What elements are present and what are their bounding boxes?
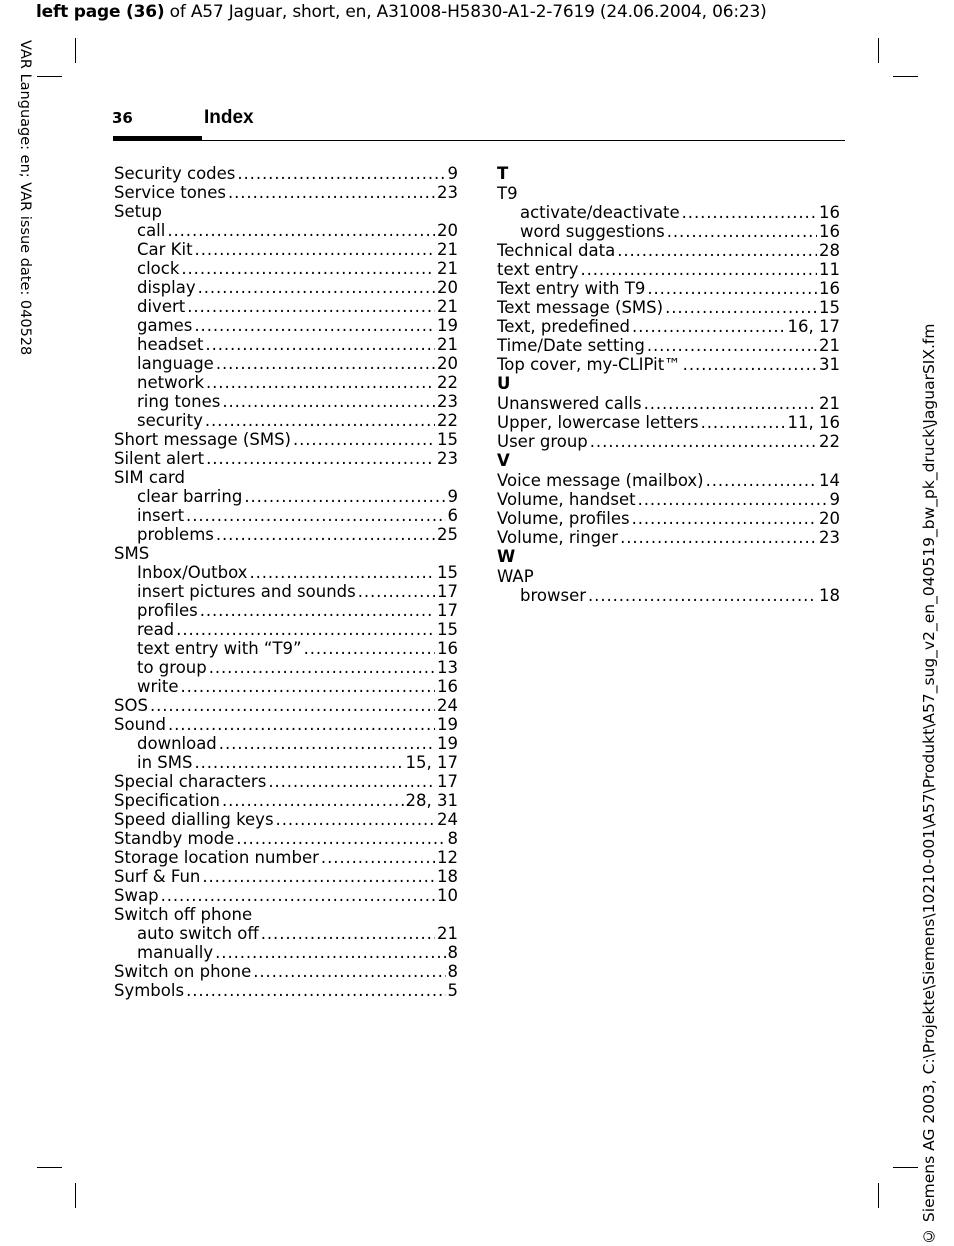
index-entry-term: read <box>137 620 175 639</box>
index-heading: Setup <box>114 202 163 221</box>
index-dot-leader <box>706 471 817 490</box>
index-entry <box>497 432 840 451</box>
index-section-letter: V <box>497 451 510 470</box>
index-page-ref: 15 <box>437 563 458 582</box>
index-page-ref: 18 <box>437 867 458 886</box>
index-page-ref: 10 <box>437 886 458 905</box>
index-subentry <box>114 525 458 544</box>
index-subentry <box>497 222 840 241</box>
index-page-ref: 24 <box>437 696 458 715</box>
index-page-ref: 18 <box>819 586 840 605</box>
index-subentry <box>114 316 458 335</box>
index-section-letter: T <box>497 164 509 183</box>
index-heading: Switch off phone <box>114 905 253 924</box>
index-dot-leader <box>167 221 435 240</box>
index-dot-leader <box>701 413 786 432</box>
index-page-ref: 5 <box>447 981 458 1000</box>
index-entry <box>114 829 458 848</box>
index-page-ref: 20 <box>437 354 458 373</box>
page-number: 36 <box>112 109 133 127</box>
index-dot-leader <box>244 487 445 506</box>
index-subentry <box>114 392 458 411</box>
index-dot-leader <box>261 924 435 943</box>
index-subentry <box>114 943 458 962</box>
index-dot-leader <box>683 355 817 374</box>
index-entry-term: divert <box>137 297 186 316</box>
index-entry <box>497 241 840 260</box>
index-subentry <box>114 487 458 506</box>
index-page-ref: 16 <box>819 203 840 222</box>
index-subentry <box>497 203 840 222</box>
index-entry-term: Time/Date setting <box>497 336 645 355</box>
index-subentry <box>114 335 458 354</box>
index-dot-leader <box>187 297 435 316</box>
index-entry-term: clear barring <box>137 487 243 506</box>
index-subentry <box>114 734 458 753</box>
index-entry-term: Service tones <box>114 183 226 202</box>
index-dot-leader <box>205 335 435 354</box>
index-entry-term: Security codes <box>114 164 236 183</box>
index-subentry <box>114 924 458 943</box>
index-entry <box>497 279 840 298</box>
index-page-ref: 8 <box>447 962 458 981</box>
index-dot-leader <box>647 336 817 355</box>
index-entry-term: auto switch off <box>137 924 259 943</box>
index-dot-leader <box>632 317 786 336</box>
index-page-ref: 28 <box>819 241 840 260</box>
index-page-ref: 16, 17 <box>787 317 840 336</box>
index-page-ref: 19 <box>437 734 458 753</box>
index-page-ref: 16 <box>819 222 840 241</box>
index-entry-term: Special characters <box>114 772 267 791</box>
index-page-ref: 22 <box>437 411 458 430</box>
index-page-ref: 20 <box>437 221 458 240</box>
index-entry-term: Swap <box>114 886 159 905</box>
index-entry-term: Inbox/Outbox <box>137 563 248 582</box>
index-entry-term: Voice message (mailbox) <box>497 471 704 490</box>
index-entry <box>497 490 840 509</box>
index-dot-leader <box>205 411 435 430</box>
index-entry <box>114 962 458 981</box>
index-entry-term: problems <box>137 525 214 544</box>
index-dot-leader <box>161 886 435 905</box>
index-entry-term: profiles <box>137 601 198 620</box>
index-entry-term: games <box>137 316 193 335</box>
index-entry-term: Text entry with T9 <box>497 279 646 298</box>
index-entry-term: display <box>137 278 196 297</box>
index-entry-term: word suggestions <box>520 222 665 241</box>
index-dot-leader <box>180 677 435 696</box>
index-entry <box>497 260 840 279</box>
index-dot-leader <box>617 241 817 260</box>
index-entry <box>114 715 458 734</box>
index-entry <box>114 848 458 867</box>
index-page-ref: 21 <box>437 924 458 943</box>
index-entry-term: security <box>137 411 203 430</box>
index-page-ref: 16 <box>437 639 458 658</box>
index-subentry <box>114 297 458 316</box>
index-subentry <box>114 658 458 677</box>
index-entry-term: Top cover, my-CLIPit™ <box>497 355 681 374</box>
index-entry <box>497 298 840 317</box>
index-entry-term: Upper, lowercase letters <box>497 413 699 432</box>
index-entry-term: text entry with “T9” <box>137 639 302 658</box>
index-section-letter: W <box>497 547 516 566</box>
index-entry-term: write <box>137 677 179 696</box>
index-dot-leader <box>647 279 817 298</box>
index-page-ref: 23 <box>437 449 458 468</box>
index-entry-term: Volume, ringer <box>497 528 619 547</box>
index-dot-leader <box>665 298 817 317</box>
index-entry-term: ring tones <box>137 392 221 411</box>
index-entry-term: in SMS <box>137 753 193 772</box>
index-dot-leader <box>293 430 435 449</box>
index-dot-leader <box>194 753 403 772</box>
index-column-right <box>497 164 840 605</box>
crop-mark <box>878 38 879 63</box>
index-page-ref: 19 <box>437 715 458 734</box>
index-entry-term: text entry <box>497 260 579 279</box>
index-dot-leader <box>632 509 817 528</box>
index-entry-term: to group <box>137 658 207 677</box>
index-page-ref: 16 <box>819 279 840 298</box>
index-entry <box>114 183 458 202</box>
index-entry <box>497 317 840 336</box>
index-dot-leader <box>588 586 817 605</box>
index-dot-leader <box>253 962 445 981</box>
index-entry-term: Volume, handset <box>497 490 636 509</box>
index-entry <box>114 886 458 905</box>
index-page-ref: 11, 16 <box>787 413 840 432</box>
index-subentry <box>114 601 458 620</box>
index-subentry <box>114 677 458 696</box>
index-entry-term: Short message (SMS) <box>114 430 291 449</box>
index-entry-term: network <box>137 373 205 392</box>
index-page-ref: 12 <box>437 848 458 867</box>
index-subentry <box>114 240 458 259</box>
side-margin-left-text: VAR Language: en; VAR issue date: 040528 <box>17 40 33 356</box>
crop-mark <box>37 1167 62 1168</box>
crop-mark <box>893 76 918 77</box>
index-page-ref: 23 <box>437 183 458 202</box>
index-entry <box>497 471 840 490</box>
index-entry <box>114 981 458 1000</box>
index-page-ref: 8 <box>447 943 458 962</box>
index-entry-term: Specification <box>114 791 220 810</box>
index-section-letter: U <box>497 374 511 393</box>
running-header-bold: left page (36) <box>36 2 165 22</box>
index-page-ref: 6 <box>447 506 458 525</box>
index-entry <box>497 355 840 374</box>
index-page-ref: 28, 31 <box>405 791 458 810</box>
index-page-ref: 19 <box>437 316 458 335</box>
index-entry-term: Text message (SMS) <box>497 298 664 317</box>
crop-mark <box>893 1167 918 1168</box>
index-page-ref: 20 <box>819 509 840 528</box>
index-page-ref: 21 <box>437 297 458 316</box>
index-page-ref: 21 <box>437 259 458 278</box>
index-entry-term: download <box>137 734 217 753</box>
index-page-ref: 23 <box>437 392 458 411</box>
index-dot-leader <box>206 449 435 468</box>
index-page-ref: 31 <box>819 355 840 374</box>
index-subentry <box>114 563 458 582</box>
index-subentry <box>114 278 458 297</box>
index-dot-leader <box>304 639 435 658</box>
index-dot-leader <box>228 183 435 202</box>
index-entry <box>497 413 840 432</box>
index-dot-leader <box>590 432 817 451</box>
header-rule-thin <box>113 140 845 141</box>
running-header-rest: of A57 Jaguar, short, en, A31008-H5830-A1-2-7619 (24.06.2004, 06:23) <box>164 2 767 22</box>
index-dot-leader <box>682 203 817 222</box>
index-entry-term: call <box>137 221 166 240</box>
index-subentry <box>114 373 458 392</box>
index-dot-leader <box>176 620 435 639</box>
index-entry-term: language <box>137 354 214 373</box>
index-entry-term: Volume, profiles <box>497 509 630 528</box>
index-dot-leader <box>198 278 435 297</box>
index-entry-term: insert <box>137 506 185 525</box>
index-subentry <box>114 582 458 601</box>
index-page-ref: 23 <box>819 528 840 547</box>
index-page-ref: 15 <box>819 298 840 317</box>
index-page-ref: 22 <box>819 432 840 451</box>
index-dot-leader <box>276 810 435 829</box>
index-entry-term: Technical data <box>497 241 616 260</box>
page-title: Index <box>204 107 254 128</box>
index-entry <box>114 867 458 886</box>
index-entry-term: manually <box>137 943 214 962</box>
index-page-ref: 11 <box>819 260 840 279</box>
index-dot-leader <box>150 696 435 715</box>
index-page-ref: 24 <box>437 810 458 829</box>
index-entry-term: Speed dialling keys <box>114 810 274 829</box>
index-page-ref: 9 <box>447 164 458 183</box>
index-dot-leader <box>249 563 435 582</box>
index-entry-term: headset <box>137 335 204 354</box>
index-entry <box>114 164 458 183</box>
index-subentry <box>114 259 458 278</box>
index-dot-leader <box>181 259 435 278</box>
index-entry-term: Sound <box>114 715 166 734</box>
index-heading: SIM card <box>114 468 185 487</box>
index-page-ref: 17 <box>437 601 458 620</box>
index-subentry <box>114 620 458 639</box>
index-dot-leader <box>186 506 445 525</box>
index-heading: T9 <box>497 184 518 203</box>
index-dot-leader <box>202 867 435 886</box>
index-page-ref: 13 <box>437 658 458 677</box>
index-column-left <box>114 164 458 1000</box>
index-entry-term: Standby mode <box>114 829 235 848</box>
index-entry <box>114 772 458 791</box>
index-dot-leader <box>168 715 435 734</box>
index-subentry <box>114 411 458 430</box>
index-dot-leader <box>620 528 817 547</box>
index-dot-leader <box>222 791 404 810</box>
index-dot-leader <box>215 943 445 962</box>
index-dot-leader <box>237 164 445 183</box>
index-dot-leader <box>321 848 435 867</box>
index-heading: SMS <box>114 544 150 563</box>
index-entry <box>497 336 840 355</box>
index-dot-leader <box>216 525 435 544</box>
index-page-ref: 25 <box>437 525 458 544</box>
index-entry-term: Car Kit <box>137 240 193 259</box>
crop-mark <box>75 1183 76 1208</box>
index-page-ref: 15, 17 <box>405 753 458 772</box>
index-page-ref: 21 <box>819 394 840 413</box>
index-dot-leader <box>580 260 817 279</box>
index-heading: WAP <box>497 567 534 586</box>
index-entry-term: Storage location number <box>114 848 319 867</box>
index-page-ref: 15 <box>437 430 458 449</box>
index-entry-term: Switch on phone <box>114 962 252 981</box>
index-dot-leader <box>206 373 435 392</box>
crop-mark <box>75 38 76 63</box>
index-entry-term: Symbols <box>114 981 185 1000</box>
index-entry <box>497 394 840 413</box>
running-header <box>36 2 767 22</box>
index-dot-leader <box>200 601 435 620</box>
index-entry <box>497 509 840 528</box>
index-entry <box>114 449 458 468</box>
index-page-ref: 15 <box>437 620 458 639</box>
index-page-ref: 22 <box>437 373 458 392</box>
index-subentry <box>114 506 458 525</box>
index-entry <box>497 528 840 547</box>
index-entry-term: SOS <box>114 696 148 715</box>
index-dot-leader <box>209 658 435 677</box>
index-entry <box>114 430 458 449</box>
index-dot-leader <box>358 582 435 601</box>
index-entry-term: User group <box>497 432 588 451</box>
index-entry-term: Silent alert <box>114 449 205 468</box>
crop-mark <box>878 1183 879 1208</box>
index-entry-term: browser <box>520 586 587 605</box>
index-page-ref: 17 <box>437 582 458 601</box>
index-subentry <box>114 354 458 373</box>
index-entry-term: insert pictures and sounds <box>137 582 356 601</box>
index-dot-leader <box>219 734 435 753</box>
index-page-ref: 16 <box>437 677 458 696</box>
index-dot-leader <box>222 392 435 411</box>
side-margin-right-text: © Siemens AG 2003, C:\Projekte\Siemens\10210-001\A57\Produkt\A57_sug_v2_en_040519_bw_pk_druck\JaguarSIX.fm <box>920 323 938 1245</box>
index-entry-term: Surf & Fun <box>114 867 201 886</box>
index-subentry <box>114 639 458 658</box>
index-page-ref: 21 <box>437 335 458 354</box>
index-dot-leader <box>638 490 828 509</box>
index-entry-term: Text, predefined <box>497 317 631 336</box>
crop-mark <box>37 76 62 77</box>
index-page-ref: 9 <box>447 487 458 506</box>
index-dot-leader <box>236 829 445 848</box>
index-page-ref: 20 <box>437 278 458 297</box>
index-page-ref: 21 <box>437 240 458 259</box>
index-dot-leader <box>195 240 435 259</box>
index-entry <box>114 791 458 810</box>
index-subentry <box>114 221 458 240</box>
index-entry-term: Unanswered calls <box>497 394 642 413</box>
index-dot-leader <box>644 394 817 413</box>
index-dot-leader <box>667 222 817 241</box>
index-subentry <box>497 586 840 605</box>
index-entry <box>114 696 458 715</box>
index-subentry <box>114 753 458 772</box>
index-entry-term: clock <box>137 259 180 278</box>
index-page-ref: 8 <box>447 829 458 848</box>
index-entry <box>114 810 458 829</box>
index-page-ref: 17 <box>437 772 458 791</box>
index-page-ref: 21 <box>819 336 840 355</box>
index-dot-leader <box>186 981 445 1000</box>
index-dot-leader <box>194 316 435 335</box>
index-dot-leader <box>216 354 435 373</box>
index-entry-term: activate/deactivate <box>520 203 680 222</box>
index-page-ref: 14 <box>819 471 840 490</box>
index-page-ref: 9 <box>829 490 840 509</box>
index-dot-leader <box>268 772 435 791</box>
